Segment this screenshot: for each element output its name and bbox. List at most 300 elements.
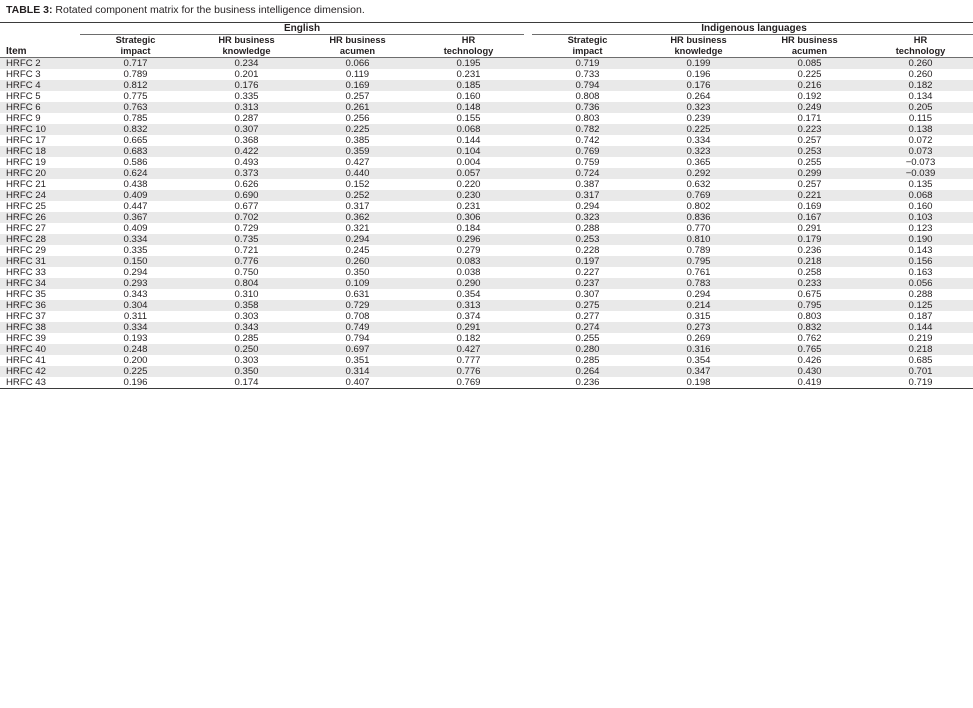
cell-value: 0.144 <box>456 135 481 147</box>
cell-value: 0.343 <box>123 289 148 301</box>
cell-value: 0.148 <box>413 102 524 113</box>
cell-value: 0.201 <box>234 69 259 81</box>
cell-group-spacer <box>524 344 532 355</box>
cell-value: 0.750 <box>234 267 259 279</box>
cell-value: 0.225 <box>797 69 822 81</box>
cell-value: 0.430 <box>754 366 865 377</box>
cell-value: 0.407 <box>345 377 370 389</box>
cell-value: −0.039 <box>865 168 973 179</box>
cell-value: 0.373 <box>191 168 302 179</box>
cell-item: HRFC 41 <box>6 355 46 367</box>
cell-value: 0.808 <box>575 91 600 103</box>
cell-value: 0.729 <box>302 300 413 311</box>
cell-group-spacer <box>524 256 532 267</box>
cell-value: 0.167 <box>754 212 865 223</box>
cell-value: 0.735 <box>191 234 302 245</box>
cell-group-spacer <box>524 102 532 113</box>
cell-value: 0.083 <box>413 256 524 267</box>
cell-value: 0.269 <box>686 333 711 345</box>
cell-group-spacer <box>524 69 532 80</box>
cell-value: 0.193 <box>123 333 148 345</box>
column-header-hr-business-acumen-il <box>754 34 865 57</box>
cell-value: 0.174 <box>234 377 259 389</box>
cell-value: 0.294 <box>575 201 600 213</box>
cell-value: 0.169 <box>797 201 822 213</box>
cell-value: 0.316 <box>643 344 754 355</box>
column-header-hr-technology-en <box>413 34 524 57</box>
cell-value: 0.769 <box>456 377 481 389</box>
cell-value: 0.323 <box>643 102 754 113</box>
cell-value: 0.261 <box>302 102 413 113</box>
cell-value: 0.708 <box>345 311 370 323</box>
cell-value: 0.152 <box>345 179 370 191</box>
cell-value: 0.185 <box>413 80 524 91</box>
cell-item: HRFC 29 <box>6 245 46 257</box>
cell-value: 0.334 <box>686 135 711 147</box>
cell-value: 0.192 <box>797 91 822 103</box>
cell-value: 0.759 <box>575 157 600 169</box>
column-header-strategic-impact-en <box>80 34 191 57</box>
cell-value: 0.303 <box>234 355 259 367</box>
cell-value: 0.264 <box>686 91 711 103</box>
cell-group-spacer <box>524 234 532 245</box>
subhead-line2: acumen <box>791 45 828 56</box>
cell-value: 0.257 <box>797 135 822 147</box>
cell-value: 0.115 <box>908 113 933 125</box>
cell-value: 0.135 <box>908 179 933 191</box>
cell-group-spacer <box>524 135 532 146</box>
cell-value: 0.279 <box>456 245 481 257</box>
cell-value: 0.311 <box>123 311 148 323</box>
cell-value: 0.733 <box>575 69 600 81</box>
cell-value: 0.785 <box>123 113 148 125</box>
cell-value: 0.631 <box>345 289 370 301</box>
table-row <box>0 322 973 333</box>
cell-value: 0.144 <box>865 322 973 333</box>
cell-value: 0.321 <box>345 223 370 235</box>
table-row <box>0 190 973 201</box>
cell-value: 0.677 <box>234 201 259 213</box>
cell-value: 0.160 <box>908 201 933 213</box>
cell-value: 0.323 <box>643 146 754 157</box>
cell-value: 0.802 <box>686 201 711 213</box>
cell-value: 0.736 <box>532 102 643 113</box>
table-row <box>0 311 973 322</box>
cell-value: 0.138 <box>865 124 973 135</box>
cell-value: 0.134 <box>908 91 933 103</box>
cell-value: 0.260 <box>908 69 933 81</box>
cell-value: 0.586 <box>123 157 148 169</box>
cell-value: 0.004 <box>456 157 481 169</box>
cell-value: 0.239 <box>686 113 711 125</box>
cell-item: HRFC 34 <box>0 278 80 289</box>
cell-value: 0.280 <box>532 344 643 355</box>
cell-value: 0.836 <box>643 212 754 223</box>
cell-item: HRFC 2 <box>0 58 80 70</box>
cell-value: 0.761 <box>686 267 711 279</box>
cell-value: 0.248 <box>80 344 191 355</box>
cell-value: 0.171 <box>797 113 822 125</box>
cell-value: 0.223 <box>754 124 865 135</box>
cell-item: HRFC 38 <box>0 322 80 333</box>
cell-value: 0.313 <box>191 102 302 113</box>
table-row <box>0 179 973 190</box>
table-row <box>0 267 973 278</box>
cell-value: 0.066 <box>302 58 413 70</box>
cell-value: 0.358 <box>191 300 302 311</box>
cell-item: HRFC 36 <box>0 300 80 311</box>
cell-value: 0.803 <box>575 113 600 125</box>
table-row <box>0 333 973 344</box>
cell-item: HRFC 26 <box>0 212 80 223</box>
subhead-line1: HR business <box>329 34 386 45</box>
subhead-line2: knowledge <box>222 45 271 56</box>
cell-value: 0.260 <box>302 256 413 267</box>
group-header-spacer <box>524 23 532 35</box>
cell-value: 0.176 <box>643 80 754 91</box>
cell-value: 0.225 <box>302 124 413 135</box>
cell-value: 0.365 <box>686 157 711 169</box>
cell-value: 0.104 <box>413 146 524 157</box>
cell-value: 0.804 <box>191 278 302 289</box>
cell-value: 0.307 <box>191 124 302 135</box>
cell-value: 0.257 <box>345 91 370 103</box>
cell-value: 0.218 <box>754 256 865 267</box>
cell-value: 0.690 <box>191 190 302 201</box>
cell-item: HRFC 33 <box>6 267 46 279</box>
cell-group-spacer <box>524 322 532 333</box>
cell-value: 0.197 <box>532 256 643 267</box>
cell-value: 0.182 <box>865 80 973 91</box>
subhead-line1: HR <box>461 34 476 45</box>
cell-value: 0.221 <box>754 190 865 201</box>
table-row <box>0 245 973 256</box>
cell-value: 0.409 <box>80 190 191 201</box>
cell-group-spacer <box>524 333 532 344</box>
cell-value: 0.303 <box>234 311 259 323</box>
cell-value: 0.068 <box>413 124 524 135</box>
cell-value: 0.385 <box>345 135 370 147</box>
cell-value: 0.632 <box>686 179 711 191</box>
cell-value: 0.163 <box>908 267 933 279</box>
cell-value: 0.697 <box>302 344 413 355</box>
cell-value: 0.307 <box>575 289 600 301</box>
cell-value: 0.292 <box>643 168 754 179</box>
cell-value: 0.317 <box>345 201 370 213</box>
table-caption <box>0 0 973 22</box>
cell-value: 0.214 <box>643 300 754 311</box>
cell-value: 0.125 <box>865 300 973 311</box>
cell-value: 0.256 <box>345 113 370 125</box>
column-header-hr-technology-il <box>865 34 973 57</box>
cell-value: 0.143 <box>908 245 933 257</box>
cell-group-spacer <box>524 300 532 311</box>
cell-value: 0.447 <box>123 201 148 213</box>
cell-value: 0.776 <box>191 256 302 267</box>
cell-group-spacer <box>524 113 532 124</box>
cell-group-spacer <box>524 377 532 389</box>
cell-item: HRFC 4 <box>0 80 80 91</box>
cell-value: 0.350 <box>345 267 370 279</box>
cell-value: 0.250 <box>191 344 302 355</box>
cell-value: 0.310 <box>234 289 259 301</box>
subheader-spacer <box>524 34 532 57</box>
cell-value: 0.769 <box>532 146 643 157</box>
cell-value: 0.810 <box>643 234 754 245</box>
cell-value: 0.427 <box>345 157 370 169</box>
cell-item: HRFC 25 <box>6 201 46 213</box>
cell-value: 0.291 <box>797 223 822 235</box>
cell-value: 0.314 <box>302 366 413 377</box>
cell-value: 0.832 <box>80 124 191 135</box>
cell-value: 0.794 <box>532 80 643 91</box>
cell-value: 0.359 <box>302 146 413 157</box>
cell-value: 0.313 <box>413 300 524 311</box>
subhead-line2: impact <box>572 45 603 56</box>
cell-value: 0.155 <box>456 113 481 125</box>
cell-value: 0.190 <box>865 234 973 245</box>
table-row <box>0 168 973 179</box>
cell-value: 0.225 <box>80 366 191 377</box>
cell-item: HRFC 9 <box>6 113 41 125</box>
cell-group-spacer <box>524 212 532 223</box>
cell-value: 0.073 <box>865 146 973 157</box>
cell-value: 0.762 <box>797 333 822 345</box>
caption-label: TABLE 3: <box>6 4 53 16</box>
cell-value: 0.287 <box>234 113 259 125</box>
cell-value: 0.245 <box>345 245 370 257</box>
cell-value: 0.665 <box>123 135 148 147</box>
cell-value: 0.160 <box>456 91 481 103</box>
table-row <box>0 278 973 289</box>
table-row <box>0 223 973 234</box>
table-row <box>0 124 973 135</box>
group-header-english: English <box>80 23 524 35</box>
cell-value: 0.199 <box>643 58 754 70</box>
cell-item: HRFC 10 <box>0 124 80 135</box>
cell-value: 0.350 <box>191 366 302 377</box>
cell-group-spacer <box>524 278 532 289</box>
cell-item: HRFC 35 <box>6 289 46 301</box>
cell-value: 0.783 <box>643 278 754 289</box>
cell-value: 0.721 <box>234 245 259 257</box>
cell-value: 0.294 <box>123 267 148 279</box>
cell-value: 0.258 <box>797 267 822 279</box>
cell-value: 0.702 <box>191 212 302 223</box>
table-row <box>0 157 973 168</box>
cell-item: HRFC 28 <box>0 234 80 245</box>
cell-item: HRFC 5 <box>6 91 41 103</box>
cell-item: HRFC 3 <box>6 69 41 81</box>
cell-value: 0.288 <box>575 223 600 235</box>
cell-value: 0.179 <box>754 234 865 245</box>
cell-value: 0.198 <box>686 377 711 389</box>
cell-group-spacer <box>524 146 532 157</box>
cell-value: 0.085 <box>754 58 865 70</box>
column-header-item: Item <box>6 46 27 58</box>
cell-value: 0.219 <box>908 333 933 345</box>
cell-value: 0.624 <box>80 168 191 179</box>
cell-value: 0.103 <box>865 212 973 223</box>
cell-value: 0.334 <box>80 322 191 333</box>
cell-value: 0.255 <box>797 157 822 169</box>
table-row <box>0 355 973 366</box>
cell-value: 0.230 <box>413 190 524 201</box>
cell-value: 0.187 <box>908 311 933 323</box>
group-header-indigenous-languages: Indigenous languages <box>532 23 973 35</box>
cell-value: 0.275 <box>532 300 643 311</box>
cell-value: 0.782 <box>532 124 643 135</box>
table-row <box>0 256 973 267</box>
table-bottom-rule <box>0 389 973 390</box>
cell-item: HRFC 17 <box>6 135 46 147</box>
cell-group-spacer <box>524 289 532 300</box>
cell-value: 0.285 <box>575 355 600 367</box>
cell-group-spacer <box>524 58 532 70</box>
cell-group-spacer <box>524 190 532 201</box>
cell-group-spacer <box>524 80 532 91</box>
cell-value: 0.294 <box>686 289 711 301</box>
cell-value: 0.072 <box>908 135 933 147</box>
table-row <box>0 135 973 146</box>
cell-value: 0.374 <box>456 311 481 323</box>
cell-value: 0.260 <box>865 58 973 70</box>
cell-value: 0.231 <box>456 69 481 81</box>
cell-item: HRFC 42 <box>0 366 80 377</box>
column-header-hr-business-acumen-en <box>302 34 413 57</box>
cell-value: 0.729 <box>234 223 259 235</box>
cell-group-spacer <box>524 201 532 212</box>
cell-value: 0.675 <box>797 289 822 301</box>
cell-value: 0.205 <box>865 102 973 113</box>
column-header-hr-business-knowledge-il <box>643 34 754 57</box>
caption-text: Rotated component matrix for the business intelligence dimension. <box>55 4 365 16</box>
table-row <box>0 366 973 377</box>
cell-value: 0.493 <box>234 157 259 169</box>
cell-value: 0.683 <box>80 146 191 157</box>
cell-value: 0.236 <box>575 377 600 389</box>
cell-item: HRFC 18 <box>0 146 80 157</box>
cell-group-spacer <box>524 179 532 190</box>
cell-value: 0.109 <box>302 278 413 289</box>
table-body <box>0 58 973 389</box>
cell-value: 0.296 <box>413 234 524 245</box>
cell-value: 0.228 <box>575 245 600 257</box>
cell-value: 0.335 <box>123 245 148 257</box>
rotated-component-matrix-table <box>0 22 973 390</box>
cell-value: 0.724 <box>532 168 643 179</box>
subhead-line1: HR business <box>781 34 838 45</box>
cell-value: 0.290 <box>413 278 524 289</box>
cell-value: 0.273 <box>643 322 754 333</box>
cell-item: HRFC 31 <box>0 256 80 267</box>
column-header-hr-business-knowledge-en <box>191 34 302 57</box>
subhead-line1: HR <box>913 34 928 45</box>
cell-item: HRFC 20 <box>0 168 80 179</box>
cell-value: 0.354 <box>686 355 711 367</box>
cell-value: 0.216 <box>754 80 865 91</box>
cell-value: 0.777 <box>456 355 481 367</box>
cell-value: 0.182 <box>456 333 481 345</box>
cell-group-spacer <box>524 91 532 102</box>
cell-value: 0.255 <box>575 333 600 345</box>
subhead-line1: Strategic <box>115 34 156 45</box>
cell-value: 0.334 <box>80 234 191 245</box>
cell-value: 0.770 <box>686 223 711 235</box>
cell-value: 0.685 <box>908 355 933 367</box>
table-row <box>0 80 973 91</box>
cell-value: 0.409 <box>123 223 148 235</box>
subhead-line2: knowledge <box>674 45 723 56</box>
cell-item: HRFC 24 <box>0 190 80 201</box>
cell-group-spacer <box>524 157 532 168</box>
cell-value: 0.150 <box>80 256 191 267</box>
header-group-row <box>0 23 973 35</box>
cell-value: 0.315 <box>686 311 711 323</box>
cell-value: 0.765 <box>754 344 865 355</box>
cell-item: HRFC 37 <box>6 311 46 323</box>
cell-value: 0.123 <box>908 223 933 235</box>
cell-value: 0.763 <box>80 102 191 113</box>
cell-value: 0.438 <box>123 179 148 191</box>
cell-value: 0.304 <box>80 300 191 311</box>
cell-item: HRFC 19 <box>6 157 46 169</box>
cell-value: 0.354 <box>456 289 481 301</box>
table-row <box>0 58 973 70</box>
cell-value: 0.291 <box>413 322 524 333</box>
cell-value: 0.227 <box>575 267 600 279</box>
column-header-strategic-impact-il <box>532 34 643 57</box>
cell-value: 0.288 <box>908 289 933 301</box>
cell-value: 0.719 <box>532 58 643 70</box>
cell-item: HRFC 40 <box>0 344 80 355</box>
cell-value: 0.218 <box>865 344 973 355</box>
cell-item: HRFC 39 <box>6 333 46 345</box>
cell-value: 0.196 <box>686 69 711 81</box>
cell-value: 0.812 <box>80 80 191 91</box>
cell-value: 0.234 <box>191 58 302 70</box>
cell-value: 0.200 <box>123 355 148 367</box>
cell-value: 0.038 <box>456 267 481 279</box>
cell-value: 0.236 <box>797 245 822 257</box>
subhead-line1: HR business <box>218 34 275 45</box>
cell-value: 0.368 <box>234 135 259 147</box>
cell-value: 0.237 <box>532 278 643 289</box>
cell-value: 0.832 <box>754 322 865 333</box>
cell-value: 0.749 <box>302 322 413 333</box>
table-row <box>0 146 973 157</box>
subhead-line2: technology <box>895 45 946 56</box>
table-row <box>0 300 973 311</box>
cell-value: 0.196 <box>123 377 148 389</box>
cell-value: 0.317 <box>532 190 643 201</box>
cell-group-spacer <box>524 311 532 322</box>
cell-group-spacer <box>524 355 532 366</box>
table-row <box>0 212 973 223</box>
cell-item: HRFC 27 <box>6 223 46 235</box>
subhead-line2: impact <box>120 45 151 56</box>
table-row <box>0 201 973 212</box>
cell-value: 0.323 <box>532 212 643 223</box>
cell-item: HRFC 43 <box>6 377 46 389</box>
cell-value: 0.701 <box>865 366 973 377</box>
cell-group-spacer <box>524 223 532 234</box>
cell-value: 0.299 <box>754 168 865 179</box>
cell-group-spacer <box>524 168 532 179</box>
cell-item: HRFC 6 <box>0 102 80 113</box>
cell-value: 0.068 <box>865 190 973 201</box>
cell-value: 0.427 <box>413 344 524 355</box>
